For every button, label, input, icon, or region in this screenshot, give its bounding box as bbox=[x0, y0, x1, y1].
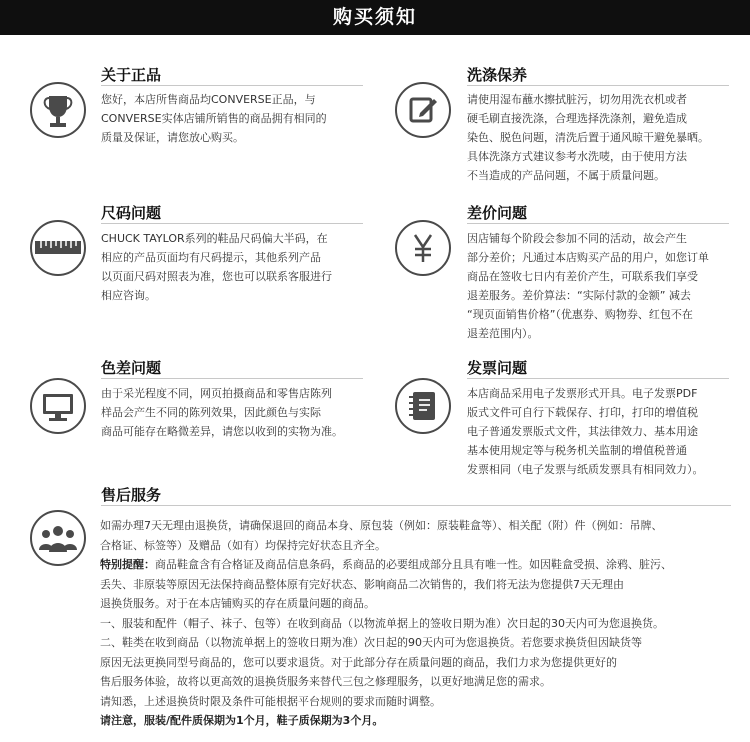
title-divider bbox=[101, 378, 363, 379]
ruler-icon bbox=[30, 220, 86, 276]
invoice-text bbox=[467, 384, 737, 479]
title-divider bbox=[101, 505, 731, 506]
text-line: 二、鞋类在收到商品（以物流单据上的签收日期为准）次日起的90天内可为您退换货。若您要求换货但因缺货等 bbox=[100, 636, 642, 649]
section-title-price: 差价问题 bbox=[467, 204, 528, 222]
section-title-color: 色差问题 bbox=[101, 359, 162, 377]
after-sales-text bbox=[100, 516, 740, 731]
text-line: 电子普通发票版式文件，其法律效力、基本用途 bbox=[467, 425, 698, 438]
trophy-icon bbox=[30, 82, 86, 138]
text-line: 退差服务。差价算法：“实际付款的金额” 减去 bbox=[467, 289, 691, 302]
title-divider bbox=[467, 378, 729, 379]
section-title-size: 尺码问题 bbox=[101, 204, 162, 222]
title-divider bbox=[467, 223, 729, 224]
section-title-invoice: 发票问题 bbox=[467, 359, 528, 377]
text-line: 原因无法更换同型号商品的，您可以要求退货。对于此部分存在质量问题的商品，我们力求为您提供更好的 bbox=[100, 655, 617, 669]
text-line: 硬毛刷直接洗涤，合理选择洗涤剂，避免造成 bbox=[467, 112, 687, 125]
text-line: 由于采光程度不同，网页拍摄商品和零售店陈列 bbox=[101, 387, 332, 400]
text-line: 不当造成的产品问题，不属于质量问题。 bbox=[467, 169, 665, 182]
text-line: 商品可能存在略微差异，请您以收到的实物为准。 bbox=[101, 425, 343, 438]
washing-text bbox=[467, 90, 737, 185]
header-bar bbox=[0, 0, 750, 35]
color-text bbox=[101, 384, 371, 441]
text-line: 售后服务体验，故将以更高效的退换货服务来替代三包之修理服务，以更好地满足您的需求。 bbox=[100, 675, 551, 688]
text-line: 染色、脱色问题，清洗后置于通风晾干避免暴晒。 bbox=[467, 131, 709, 144]
text-line: 以页面尺码对照表为准，您也可以联系客服进行 bbox=[101, 270, 332, 283]
text-line: 丢失、非原装等原因无法保持商品整体原有完好状态、影响商品二次销售的，我们将无法为您提供7天无理由 bbox=[100, 577, 624, 591]
text-line: 部分差价；凡通过本店购买产品的用户，如您订单 bbox=[467, 251, 709, 264]
section-title-after-sales: 售后服务 bbox=[101, 486, 162, 504]
special-notice-text: 商品鞋盒含有合格证及商品信息条码，系商品的必要组成部分且具有唯一性。如因鞋盒受损、涂鸦、脏污、 bbox=[155, 558, 672, 571]
text-line: 基本使用规定等与税务机关监制的增值税普通 bbox=[467, 444, 687, 457]
text-line: 相应咨询。 bbox=[101, 289, 156, 302]
text-line: CONVERSE实体店铺所销售的商品拥有相同的 bbox=[101, 112, 327, 125]
text-line: 发票相同（电子发票与纸质发票具有相同效力）。 bbox=[467, 463, 704, 476]
authentic-text bbox=[101, 90, 371, 147]
size-text bbox=[101, 229, 371, 305]
group-users-icon bbox=[30, 510, 86, 566]
notebook-icon bbox=[395, 378, 451, 434]
text-line: “现页面销售价格”（优惠券、购物券、红包不在 bbox=[467, 308, 693, 321]
section-title-washing: 洗涤保养 bbox=[467, 66, 528, 84]
text-line: 退换货服务。对于在本店铺购买的存在质量问题的商品。 bbox=[100, 597, 375, 610]
text-line: 如需办理7天无理由退换货，请确保退回的商品本身、原包装（例如：原装鞋盒等）、相关配（附）件（例如：吊牌、 bbox=[100, 519, 663, 532]
text-line: 版式文件可自行下载保存、打印，打印的增值税 bbox=[467, 406, 698, 419]
special-notice-label: 特别提醒： bbox=[100, 558, 155, 571]
page-title: 购买须知 bbox=[332, 6, 417, 28]
special-notice-line bbox=[100, 555, 740, 575]
edit-note-icon bbox=[395, 82, 451, 138]
yen-icon bbox=[395, 220, 451, 276]
title-divider bbox=[467, 85, 729, 86]
warranty-note: 请注意，服装/配件质保期为1个月，鞋子质保期为3个月。 bbox=[100, 714, 384, 727]
text-line: 具体洗涤方式建议参考水洗唛，由于使用方法 bbox=[467, 150, 687, 163]
text-line: 请使用湿布蘸水擦拭脏污，切勿用洗衣机或者 bbox=[467, 93, 687, 106]
price-text bbox=[467, 229, 737, 343]
text-line: 您好，本店所售商品均CONVERSE正品，与 bbox=[101, 93, 316, 106]
text-line: 请知悉，上述退换货时限及条件可能根据平台规则的要求而随时调整。 bbox=[100, 694, 441, 708]
text-line: CHUCK TAYLOR系列的鞋品尺码偏大半码，在 bbox=[101, 232, 328, 245]
title-divider bbox=[101, 85, 363, 86]
text-line: 退差范围内）。 bbox=[467, 327, 539, 340]
text-line: 质量及保证，请您放心购买。 bbox=[101, 131, 244, 144]
text-line: 样品会产生不同的陈列效果，因此颜色与实际 bbox=[101, 406, 321, 419]
text-line: 相应的产品页面均有尺码提示，其他系列产品 bbox=[101, 251, 321, 264]
text-line: 一、服装和配件（帽子、袜子、包等）在收到商品（以物流单据上的签收日期为准）次日起的30天内可为您退换货。 bbox=[100, 616, 664, 630]
text-line: 本店商品采用电子发票形式开具。电子发票PDF bbox=[467, 387, 698, 400]
text-line: 合格证、标签等）及赠品（如有）均保持完好状态且齐全。 bbox=[100, 538, 386, 552]
title-divider bbox=[101, 223, 363, 224]
text-line: 商品在签收七日内有差价产生，可联系我们享受 bbox=[467, 270, 698, 283]
text-line: 因店铺每个阶段会参加不同的活动，故会产生 bbox=[467, 232, 687, 245]
section-title-authentic: 关于正品 bbox=[101, 66, 162, 84]
monitor-icon bbox=[30, 378, 86, 434]
